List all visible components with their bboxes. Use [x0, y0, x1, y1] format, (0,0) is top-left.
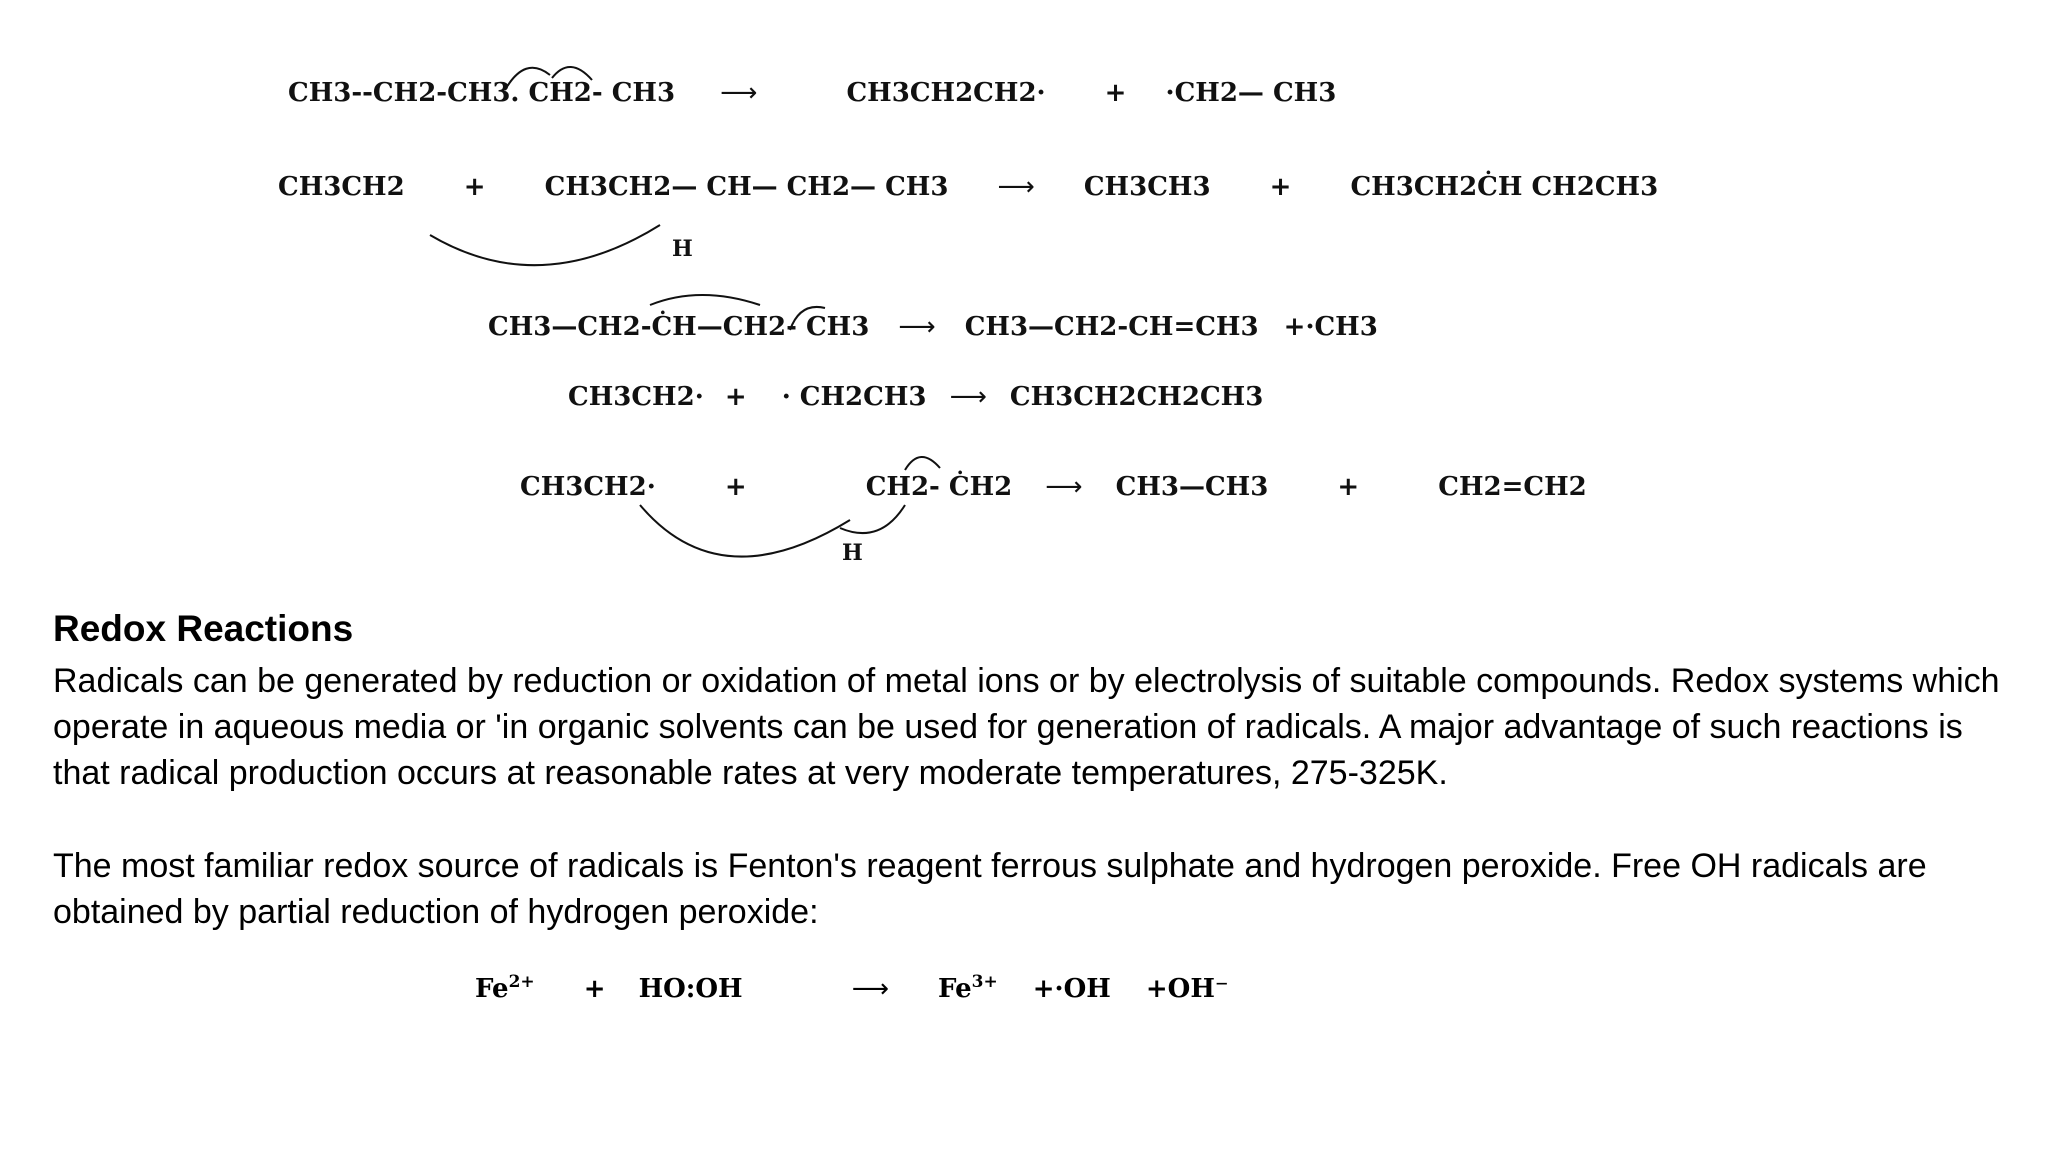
reaction-4 — [568, 382, 1285, 412]
fenton-product-1 — [938, 972, 998, 1004]
reaction-5-product-1: CH3—CH3 — [1115, 472, 1269, 502]
reaction-4-reactant-1: CH3CH2· — [568, 382, 704, 412]
reaction-2-plus-1: + — [463, 172, 486, 202]
reaction-2-plus-2: + — [1269, 172, 1292, 202]
paragraph-2: The most familiar redox source of radicals is Fenton's reagent ferrous sulphate and hydrogen peroxide. Free OH radicals are obtained by partial reduction of hydrogen peroxide: — [53, 847, 1927, 931]
reaction-1-arrow: ⟶ — [720, 78, 758, 108]
fenton-reactant-2: HO:OH — [638, 973, 743, 1004]
r2-curve-arrow — [430, 225, 660, 265]
section-heading: Redox Reactions — [53, 608, 354, 649]
reaction-1 — [288, 78, 1358, 108]
reaction-5-product-2: CH2=CH2 — [1438, 472, 1587, 502]
r5-curve-arrow-2 — [840, 505, 905, 533]
reaction-3-reactant: CH3—CH2-ĊH—CH2- CH3 — [488, 312, 870, 342]
fenton-product-3: +OH⁻ — [1145, 973, 1229, 1004]
fenton-reaction — [475, 972, 1259, 1004]
reaction-5-plus-2: + — [1337, 472, 1360, 502]
reaction-3-product-2: +·CH3 — [1283, 312, 1378, 342]
fenton-fe-base-1: Fe — [475, 973, 509, 1004]
r5-curve-arrow-3 — [905, 457, 940, 470]
fenton-fe-base-2: Fe — [938, 973, 972, 1004]
reaction-2-product-1: CH3CH3 — [1083, 172, 1211, 202]
reaction-2 — [278, 172, 1680, 202]
paragraph-1: Radicals can be generated by reduction or oxidation of metal ions or by electrolysis of suitable compounds. Redox systems which operate in aqueous media or 'in organic solvents can be used for generation of radicals. A major advantage of such reactions is that radical production occurs at reasonable rates at very moderate temperatures, 275-325K. — [53, 662, 2000, 792]
reaction-4-arrow: ⟶ — [949, 382, 987, 412]
fenton-plus: + — [583, 973, 606, 1004]
reaction-1-plus: + — [1104, 78, 1127, 108]
reaction-2-reactant-1: CH3CH2 — [278, 172, 405, 202]
fenton-product-2: +·OH — [1032, 973, 1111, 1004]
reaction-3 — [488, 312, 1400, 342]
reaction-4-product: CH3CH2CH2CH3 — [1009, 382, 1264, 412]
reaction-4-plus: + — [724, 382, 747, 412]
fenton-fe-charge-1: 2+ — [508, 972, 535, 992]
reaction-5-reactant-1: CH3CH2· — [520, 472, 656, 502]
reaction-2-reactant-2: CH3CH2— CH— CH2— CH3 — [544, 172, 949, 202]
reaction-2-h-label: H — [672, 236, 693, 262]
fenton-fe-charge-2: 3+ — [971, 972, 998, 992]
r3-curve-arrow-1 — [650, 295, 760, 305]
reaction-5-arrow: ⟶ — [1045, 472, 1083, 502]
reaction-5-h-label: H — [842, 540, 863, 566]
reaction-5-plus-1: + — [724, 472, 747, 502]
fenton-reactant-1 — [475, 972, 535, 1004]
reaction-2-arrow: ⟶ — [997, 172, 1035, 202]
reaction-2-product-2: CH3CH2ĊH CH2CH3 — [1350, 172, 1659, 202]
reaction-1-product-2: ·CH2— CH3 — [1165, 78, 1337, 108]
reaction-3-arrow: ⟶ — [898, 312, 936, 342]
reaction-1-product-1: CH3CH2CH2· — [846, 78, 1046, 108]
reaction-3-product-1: CH3—CH2-CH=CH3 — [964, 312, 1259, 342]
reaction-4-reactant-2: · CH2CH3 — [781, 382, 927, 412]
reaction-5 — [520, 472, 1609, 502]
fenton-arrow: ⟶ — [851, 973, 889, 1004]
reaction-1-reactant: CH3--CH2-CH3. CH2- CH3 — [288, 78, 676, 108]
r5-curve-arrow-1 — [640, 505, 850, 557]
reaction-5-reactant-2: CH2- ĊH2 — [865, 472, 1013, 502]
